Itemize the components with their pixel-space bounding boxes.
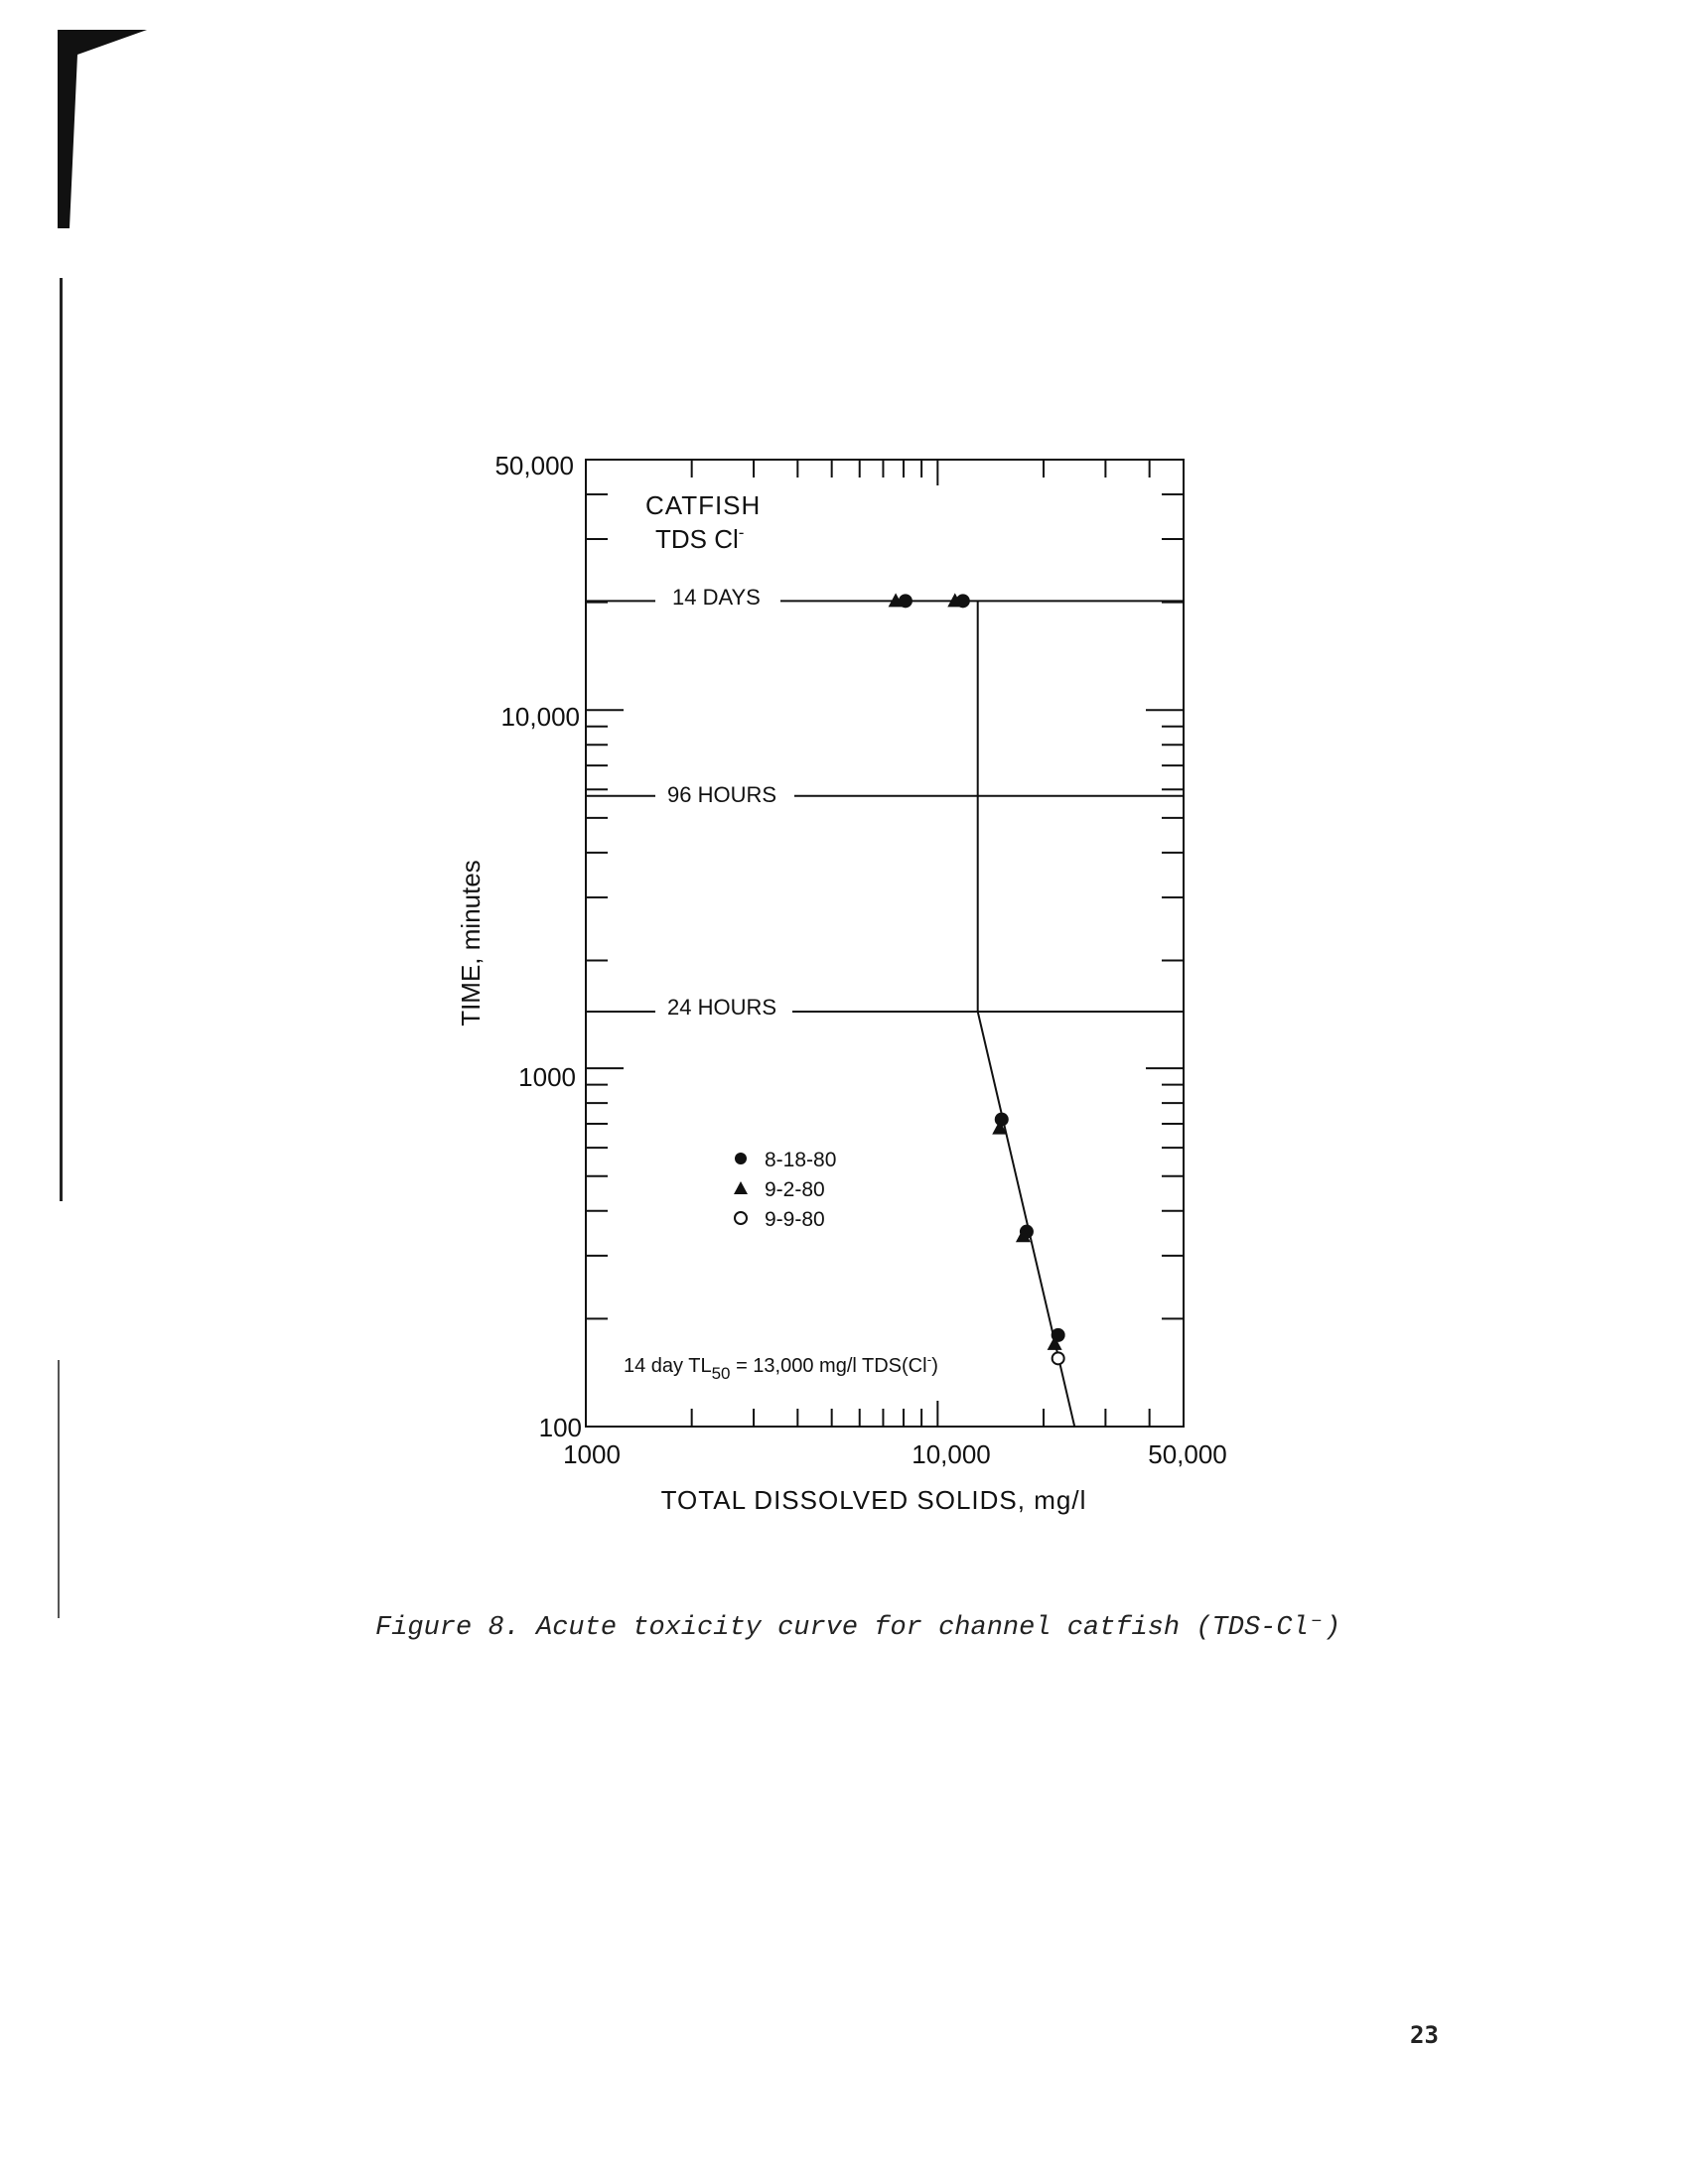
page-number: 23 — [1410, 2021, 1439, 2049]
chart-title-line-2-text: TDS Cl — [655, 524, 739, 554]
legend-label-9-2-80: 9-2-80 — [765, 1178, 825, 1201]
tl50-closing: ) — [931, 1355, 938, 1377]
tl50-subscript: 50 — [711, 1364, 731, 1383]
data-points — [889, 593, 1065, 1364]
tl50-annotation — [624, 1351, 938, 1383]
tl50-prefix: 14 day TL — [624, 1355, 712, 1377]
y-tick-label-100: 100 — [538, 1413, 582, 1442]
y-tick-label-10000: 10,000 — [500, 702, 580, 732]
y-tick-label-1000: 1000 — [518, 1062, 576, 1092]
toxicity-curve — [978, 601, 1075, 1427]
legend — [734, 1149, 836, 1231]
tl50-superscript: - — [926, 1351, 932, 1367]
x-axis-label: TOTAL DISSOLVED SOLIDS, mg/l — [660, 1485, 1087, 1515]
y-tick-label-50000: 50,000 — [494, 451, 574, 480]
chart-title-line-1: CATFISH — [645, 490, 762, 520]
tl50-suffix: = 13,000 mg/l TDS(Cl — [730, 1355, 927, 1377]
figure-caption: Figure 8. Acute toxicity curve for channel catfish (TDS-Cl⁻) — [375, 1613, 1341, 1643]
x-tick-label-10000: 10,000 — [912, 1439, 991, 1469]
fitted-curve — [978, 601, 1075, 1427]
legend-marker-filled-triangle — [734, 1181, 748, 1194]
reference-label-96-hours: 96 HOURS — [667, 782, 777, 807]
legend-marker-open-circle — [735, 1212, 747, 1224]
legend-marker-filled-circle — [735, 1153, 747, 1164]
data-point-9-9-80-0 — [1052, 1352, 1064, 1364]
x-tick-label-50000: 50,000 — [1148, 1439, 1227, 1469]
legend-label-9-9-80: 9-9-80 — [765, 1208, 825, 1231]
reference-label-24-hours: 24 HOURS — [667, 995, 777, 1020]
legend-label-8-18-80: 8-18-80 — [765, 1149, 837, 1171]
x-tick-label-1000: 1000 — [563, 1439, 621, 1469]
chart-title-line-2 — [655, 523, 744, 554]
y-axis-label: TIME, minutes — [456, 860, 486, 1026]
reference-label-14-days: 14 DAYS — [672, 585, 761, 610]
chart-title-superscript: - — [738, 523, 745, 542]
